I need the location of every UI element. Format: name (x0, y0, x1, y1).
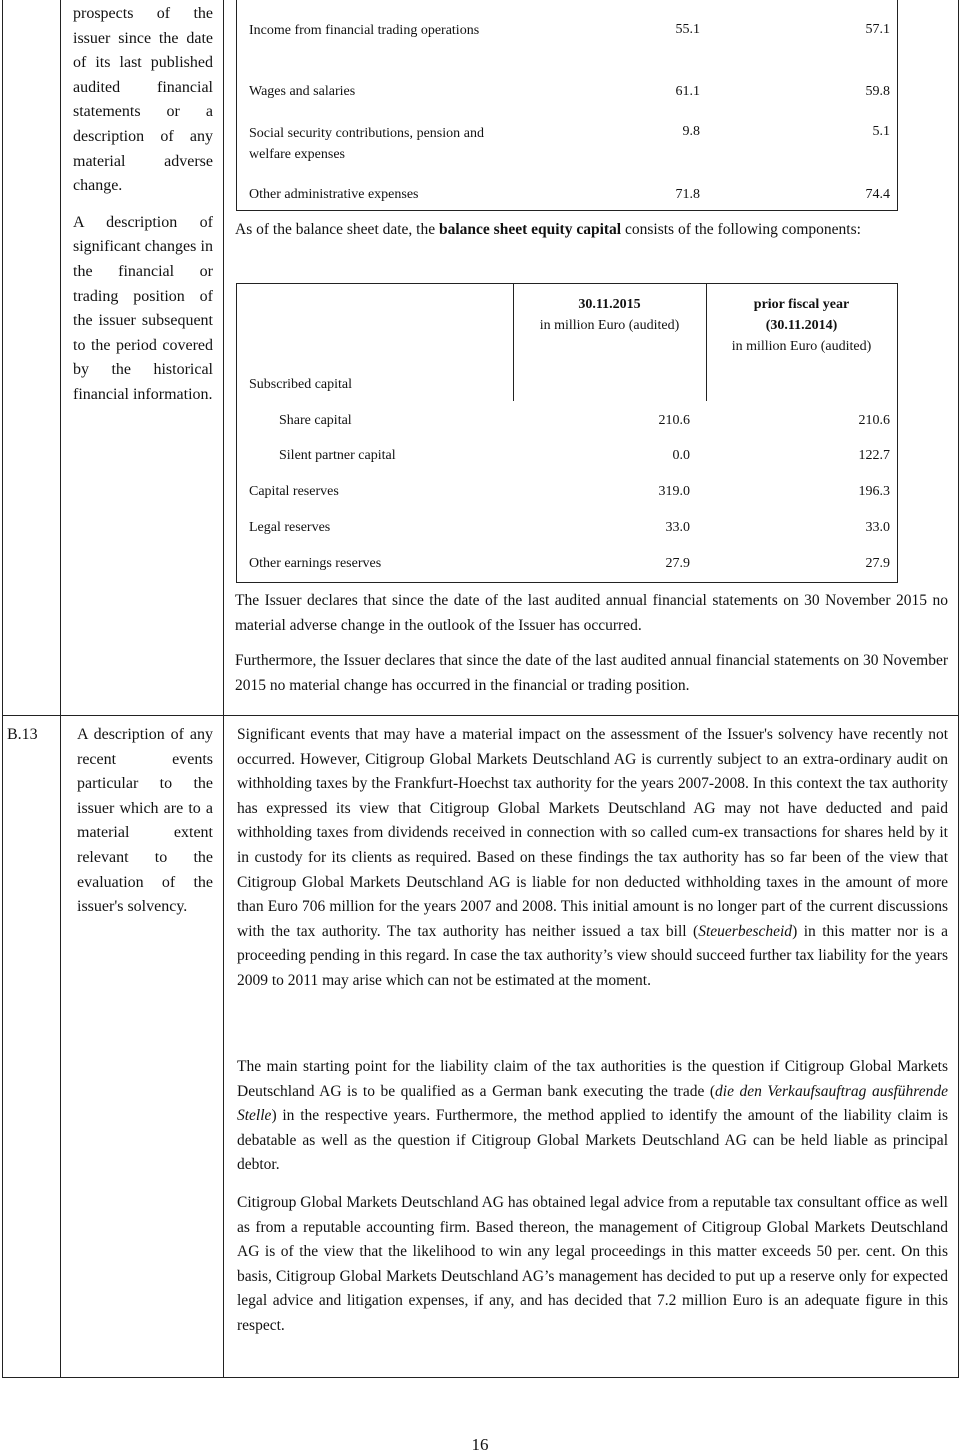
equity-table-border-right (897, 283, 898, 583)
equity-intro-bold: balance sheet equity capital (439, 221, 622, 238)
equity-row-value-prior: 196.3 (858, 484, 890, 499)
equity-intro-post: consists of the following components: (625, 221, 861, 238)
equity-row-label: Share capital (279, 413, 352, 428)
subscribed-capital-label: Subscribed capital (249, 377, 353, 392)
income-row-value-prior: 74.4 (865, 187, 890, 202)
equity-col1-unit: in million Euro (audited) (539, 318, 680, 333)
equity-col2-header (706, 294, 897, 357)
equity-intro-pre: As of the balance sheet date, the (235, 221, 436, 238)
income-row-value-current: 9.8 (682, 124, 700, 139)
b13-description: A description of any recent events particular to the issuer which are to a material extent relevant to the evaluation of the issuer's solvency. (77, 726, 213, 916)
table-border-right (958, 0, 959, 1378)
b13-paragraph-2-italic: die den Verkaufsauftrag ausführende Stelle (237, 1082, 948, 1125)
equity-row-value-prior: 122.7 (858, 448, 890, 463)
equity-table-border-bottom (236, 582, 898, 583)
equity-row-label: Legal reserves (249, 520, 331, 535)
table-border-col1 (60, 0, 61, 1378)
b13-paragraph-1-part-b: ) in this matter nor is a proceeding pending in this regard. In case the tax authority’s view should succeed further tax liability for the years 2009 to 2011 may arise which can not be estimated at the moment. (237, 922, 948, 989)
income-table-border-bottom (236, 210, 898, 211)
equity-table-border-top (236, 283, 898, 284)
declaration-no-adverse-change: The Issuer declares that since the date of the last audited annual financial statements on 30 November 2015 no material adverse change in the outlook of the Issuer has occurred. (235, 592, 948, 634)
income-table-border-left (236, 0, 237, 210)
page-number: 16 (471, 1435, 489, 1454)
b12-description-part2: A description of significant changes in the financial or trading position of the issuer subsequent to the period covered by the historical financial information. (73, 213, 213, 403)
equity-col2-title: prior fiscal year (753, 297, 850, 312)
income-row-label: Income from financial trading operations (249, 23, 480, 38)
income-row-value-prior: 5.1 (872, 124, 890, 139)
b13-element-id: B.13 (7, 726, 38, 743)
equity-row-value-prior: 27.9 (865, 556, 890, 571)
equity-row-value-current: 0.0 (672, 448, 690, 463)
equity-row-value-prior: 33.0 (865, 520, 890, 535)
income-table-border-right (897, 0, 898, 210)
b13-paragraph-3: Citigroup Global Markets Deutschland AG has obtained legal advice from a reputable tax consultant office as well as from a reputable accounting firm. Based thereon, the management of Citigroup Global Markets Deutschland AG is of the view that the likelihood to win any legal proceedings in this matter exceeds 50 per. cent. On this basis, Citigroup Global Markets Deutschland AG’s management has decided to put up a reserve only for expected legal advice and litigation expenses, if any, and has decided that 7.2 million Euro is an adequate figure in this respect. (237, 1194, 948, 1334)
income-row-value-current: 55.1 (675, 22, 700, 37)
b13-paragraph-1-italic: Steuerbescheid (698, 922, 793, 940)
income-row-value-current: 61.1 (675, 84, 700, 99)
declaration-no-material-change: Furthermore, the Issuer declares that since the date of the last audited annual financial statements on 30 November 2015 no material change has occurred in the financial or trading position. (235, 652, 948, 694)
b13-paragraph-2 (237, 1055, 948, 1178)
table-border-left (2, 0, 3, 1378)
equity-intro (235, 218, 948, 243)
income-row-value-current: 71.8 (675, 187, 700, 202)
table-border-bottom (2, 1377, 959, 1378)
income-row-label: Other administrative expenses (249, 187, 419, 202)
b12-description (73, 2, 213, 408)
equity-col2-unit: in million Euro (audited) (731, 339, 872, 354)
equity-row-value-current: 33.0 (665, 520, 690, 535)
equity-row-label: Silent partner capital (279, 448, 396, 463)
equity-col1-header (513, 294, 706, 336)
equity-row-value-current: 319.0 (658, 484, 690, 499)
b13-paragraph-2-part-a: The main starting point for the liability claim of the tax authorities is the question if Citigroup Global Markets Deutschland AG is to be qualified as a German bank executing the trade ( (237, 1058, 948, 1100)
b12-description-part1: prospects of the issuer since the date of its last published audited financial statements or a description of any material adverse change. (73, 5, 213, 195)
income-row-label: Social security contributions, pension and welfare expenses (249, 126, 484, 162)
equity-row-label: Capital reserves (249, 484, 339, 499)
b13-paragraph-1 (237, 723, 948, 994)
table-border-col2 (223, 0, 224, 1378)
equity-col1-date: 30.11.2015 (578, 297, 641, 312)
b13-paragraph-1-part-a: Significant events that may have a material impact on the assessment of the Issuer's solvency have recently not occurred. However, Citigroup Global Markets Deutschland AG is currently subject to an extra-ordinary audit on withholding taxes by the Frankfurt-Hoechst tax authority for the years 2007-2008. In this context the tax authority has expressed its view that Citigroup Global Markets Deutschland AG may not have deducted and paid withholding taxes from dividends received in connection with so called cum-ex transactions for shares held by it in custody for its clients as required. Based on these findings the tax authority has so far been of the view that Citigroup Global Markets Deutschland AG is liable for non deducted withholding taxes in the amount of more than Euro 706 million for the years 2007 and 2008. This initial amount is no longer part of the current discussions with the tax authority. The tax authority has neither issued a tax bill ( (237, 726, 948, 940)
equity-table-border-left (236, 283, 237, 583)
equity-row-value-current: 27.9 (665, 556, 690, 571)
b13-paragraph-2-part-b: ) in the respective years. Furthermore, the method applied to identify the amount of the liability claim is debatable as well as the question if Citigroup Global Markets Deutschland AG can be held liable as principal debtor. (237, 1107, 948, 1174)
income-row-value-prior: 59.8 (865, 84, 890, 99)
equity-row-value-current: 210.6 (658, 413, 690, 428)
income-row-label: Wages and salaries (249, 84, 356, 99)
equity-row-label: Other earnings reserves (249, 556, 382, 571)
equity-row-value-prior: 210.6 (858, 413, 890, 428)
table-row-divider (2, 715, 959, 716)
equity-col2-date: (30.11.2014) (765, 318, 838, 333)
income-row-value-prior: 57.1 (865, 22, 890, 37)
